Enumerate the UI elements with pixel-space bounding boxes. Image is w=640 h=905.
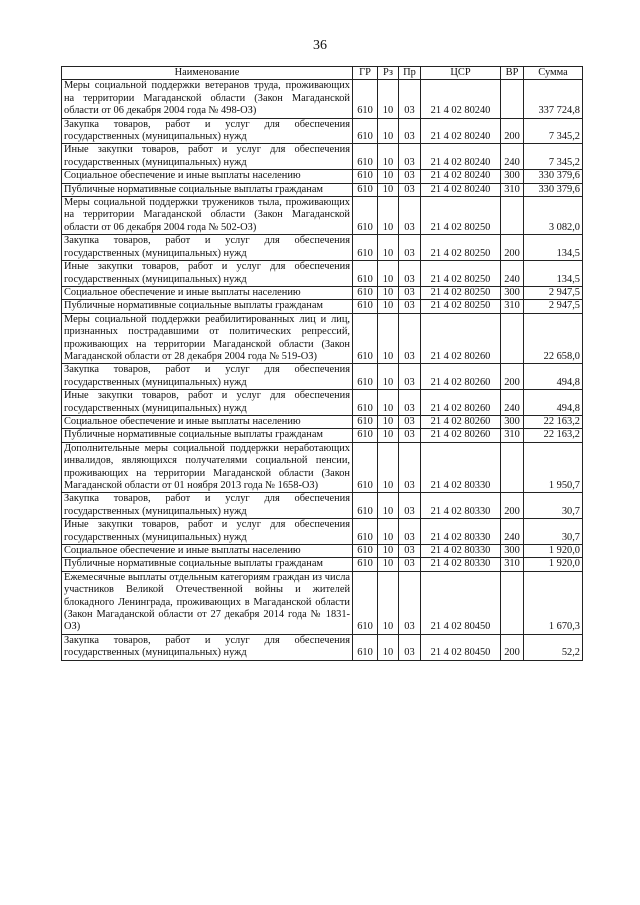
cell-gr: 610	[353, 313, 378, 364]
cell-csr: 21 4 02 80250	[421, 300, 501, 313]
cell-name: Иные закупки товаров, работ и услуг для обеспечения государственных (муниципальных) нужд	[62, 390, 353, 416]
cell-pr: 03	[399, 429, 421, 442]
cell-name: Закупка товаров, работ и услуг для обеспечения государственных (муниципальных) нужд	[62, 235, 353, 261]
cell-rz: 10	[378, 313, 399, 364]
cell-rz: 10	[378, 415, 399, 428]
cell-pr: 03	[399, 364, 421, 390]
cell-vr: 240	[501, 261, 524, 287]
table-row	[62, 519, 583, 545]
cell-csr: 21 4 02 80250	[421, 286, 501, 299]
cell-sum: 330 379,6	[524, 183, 583, 196]
table-row	[62, 197, 583, 235]
cell-csr: 21 4 02 80250	[421, 235, 501, 261]
cell-vr: 200	[501, 118, 524, 144]
cell-pr: 03	[399, 545, 421, 558]
cell-name: Иные закупки товаров, работ и услуг для обеспечения государственных (муниципальных) нужд	[62, 519, 353, 545]
cell-rz: 10	[378, 183, 399, 196]
cell-name: Закупка товаров, работ и услуг для обеспечения государственных (муниципальных) нужд	[62, 493, 353, 519]
cell-sum: 494,8	[524, 390, 583, 416]
cell-pr: 03	[399, 558, 421, 571]
table-row	[62, 493, 583, 519]
cell-rz: 10	[378, 261, 399, 287]
cell-name: Закупка товаров, работ и услуг для обеспечения государственных (муниципальных) нужд	[62, 364, 353, 390]
table-row	[62, 415, 583, 428]
cell-vr: 200	[501, 364, 524, 390]
cell-name: Иные закупки товаров, работ и услуг для обеспечения государственных (муниципальных) нужд	[62, 144, 353, 170]
cell-rz: 10	[378, 390, 399, 416]
cell-gr: 610	[353, 261, 378, 287]
cell-csr: 21 4 02 80260	[421, 390, 501, 416]
header-gr: ГР	[353, 67, 378, 80]
cell-sum: 30,7	[524, 493, 583, 519]
cell-gr: 610	[353, 286, 378, 299]
cell-rz: 10	[378, 170, 399, 183]
header-vr: ВР	[501, 67, 524, 80]
header-csr: ЦСР	[421, 67, 501, 80]
cell-rz: 10	[378, 634, 399, 660]
cell-sum: 3 082,0	[524, 197, 583, 235]
table-row	[62, 571, 583, 634]
cell-sum: 30,7	[524, 519, 583, 545]
cell-pr: 03	[399, 313, 421, 364]
cell-pr: 03	[399, 80, 421, 118]
table-row	[62, 235, 583, 261]
cell-csr: 21 4 02 80240	[421, 144, 501, 170]
table-row	[62, 313, 583, 364]
cell-gr: 610	[353, 364, 378, 390]
cell-vr: 200	[501, 235, 524, 261]
cell-pr: 03	[399, 261, 421, 287]
cell-rz: 10	[378, 545, 399, 558]
cell-sum: 134,5	[524, 235, 583, 261]
cell-vr	[501, 80, 524, 118]
table-row	[62, 183, 583, 196]
cell-gr: 610	[353, 545, 378, 558]
cell-pr: 03	[399, 415, 421, 428]
cell-csr: 21 4 02 80260	[421, 429, 501, 442]
cell-vr	[501, 313, 524, 364]
cell-name: Публичные нормативные социальные выплаты гражданам	[62, 183, 353, 196]
cell-pr: 03	[399, 300, 421, 313]
cell-gr: 610	[353, 300, 378, 313]
cell-name: Публичные нормативные социальные выплаты гражданам	[62, 300, 353, 313]
cell-csr: 21 4 02 80240	[421, 80, 501, 118]
cell-vr: 300	[501, 286, 524, 299]
cell-rz: 10	[378, 442, 399, 493]
cell-vr: 310	[501, 183, 524, 196]
table-row	[62, 261, 583, 287]
cell-vr: 200	[501, 634, 524, 660]
header-name: Наименование	[62, 67, 353, 80]
cell-sum: 22 658,0	[524, 313, 583, 364]
cell-vr	[501, 442, 524, 493]
table-row	[62, 300, 583, 313]
cell-vr: 310	[501, 300, 524, 313]
table-row	[62, 118, 583, 144]
table-row	[62, 364, 583, 390]
cell-sum: 134,5	[524, 261, 583, 287]
cell-sum: 2 947,5	[524, 300, 583, 313]
cell-name: Иные закупки товаров, работ и услуг для обеспечения государственных (муниципальных) нужд	[62, 261, 353, 287]
cell-name: Закупка товаров, работ и услуг для обеспечения государственных (муниципальных) нужд	[62, 634, 353, 660]
cell-csr: 21 4 02 80330	[421, 558, 501, 571]
header-rz: Рз	[378, 67, 399, 80]
cell-sum: 1 950,7	[524, 442, 583, 493]
cell-csr: 21 4 02 80260	[421, 364, 501, 390]
cell-name: Ежемесячные выплаты отдельным категориям граждан из числа участников Великой Отечественной войны и жителей блокадного Ленинграда, проживающих в Магаданской области (Закон Магаданской области от 27 декабря 2014 года № 1831-ОЗ)	[62, 571, 353, 634]
table-row	[62, 429, 583, 442]
cell-pr: 03	[399, 197, 421, 235]
cell-pr: 03	[399, 183, 421, 196]
cell-gr: 610	[353, 442, 378, 493]
cell-rz: 10	[378, 519, 399, 545]
cell-gr: 610	[353, 118, 378, 144]
cell-rz: 10	[378, 300, 399, 313]
cell-gr: 610	[353, 429, 378, 442]
page-number: 36	[313, 38, 327, 53]
cell-csr: 21 4 02 80330	[421, 442, 501, 493]
cell-gr: 610	[353, 197, 378, 235]
cell-rz: 10	[378, 493, 399, 519]
cell-vr	[501, 571, 524, 634]
cell-csr: 21 4 02 80240	[421, 170, 501, 183]
cell-csr: 21 4 02 80260	[421, 313, 501, 364]
table-header-row	[62, 67, 583, 80]
cell-rz: 10	[378, 571, 399, 634]
cell-pr: 03	[399, 571, 421, 634]
table-row	[62, 170, 583, 183]
cell-sum: 1 670,3	[524, 571, 583, 634]
cell-name: Меры социальной поддержки реабилитированных лиц и лиц, признанных пострадавшими от политических репрессий, проживающих на территории Магаданской области (Закон Магаданской области от 28 декабря 2004 года № 519-ОЗ)	[62, 313, 353, 364]
cell-gr: 610	[353, 235, 378, 261]
table-row	[62, 634, 583, 660]
table-row	[62, 558, 583, 571]
cell-csr: 21 4 02 80250	[421, 197, 501, 235]
table-row	[62, 286, 583, 299]
cell-rz: 10	[378, 197, 399, 235]
cell-sum: 22 163,2	[524, 415, 583, 428]
cell-gr: 610	[353, 634, 378, 660]
cell-name: Меры социальной поддержки ветеранов труда, проживающих на территории Магаданской области (Закон Магаданской области от 06 декабря 2004 года № 498-ОЗ)	[62, 80, 353, 118]
cell-rz: 10	[378, 429, 399, 442]
cell-sum: 337 724,8	[524, 80, 583, 118]
cell-name: Публичные нормативные социальные выплаты гражданам	[62, 429, 353, 442]
table-row	[62, 80, 583, 118]
cell-pr: 03	[399, 442, 421, 493]
cell-vr: 240	[501, 519, 524, 545]
cell-csr: 21 4 02 80240	[421, 118, 501, 144]
table-row	[62, 442, 583, 493]
cell-csr: 21 4 02 80330	[421, 545, 501, 558]
cell-gr: 610	[353, 170, 378, 183]
header-pr: Пр	[399, 67, 421, 80]
cell-sum: 494,8	[524, 364, 583, 390]
cell-csr: 21 4 02 80450	[421, 571, 501, 634]
cell-gr: 610	[353, 144, 378, 170]
cell-name: Социальное обеспечение и иные выплаты населению	[62, 286, 353, 299]
cell-csr: 21 4 02 80250	[421, 261, 501, 287]
cell-csr: 21 4 02 80330	[421, 493, 501, 519]
cell-pr: 03	[399, 286, 421, 299]
table-row	[62, 390, 583, 416]
cell-sum: 52,2	[524, 634, 583, 660]
cell-gr: 610	[353, 183, 378, 196]
cell-gr: 610	[353, 493, 378, 519]
cell-rz: 10	[378, 118, 399, 144]
cell-rz: 10	[378, 80, 399, 118]
table-row	[62, 144, 583, 170]
cell-pr: 03	[399, 634, 421, 660]
cell-pr: 03	[399, 118, 421, 144]
cell-vr: 240	[501, 390, 524, 416]
cell-sum: 1 920,0	[524, 545, 583, 558]
cell-sum: 7 345,2	[524, 118, 583, 144]
cell-rz: 10	[378, 364, 399, 390]
cell-rz: 10	[378, 286, 399, 299]
table-body	[62, 80, 583, 660]
cell-vr	[501, 197, 524, 235]
cell-name: Социальное обеспечение и иные выплаты населению	[62, 170, 353, 183]
table-row	[62, 545, 583, 558]
cell-name: Публичные нормативные социальные выплаты гражданам	[62, 558, 353, 571]
cell-csr: 21 4 02 80450	[421, 634, 501, 660]
cell-vr: 310	[501, 558, 524, 571]
cell-pr: 03	[399, 170, 421, 183]
cell-name: Дополнительные меры социальной поддержки неработающих инвалидов, являющихся получателями социальной пенсии, проживающих на территории Магаданской области (Закон Магаданской области от 01 ноября 2013 года № 1658-ОЗ)	[62, 442, 353, 493]
cell-vr: 300	[501, 415, 524, 428]
budget-table	[61, 66, 583, 661]
cell-sum: 330 379,6	[524, 170, 583, 183]
cell-rz: 10	[378, 235, 399, 261]
cell-csr: 21 4 02 80260	[421, 415, 501, 428]
cell-rz: 10	[378, 144, 399, 170]
cell-csr: 21 4 02 80330	[421, 519, 501, 545]
cell-gr: 610	[353, 558, 378, 571]
cell-pr: 03	[399, 493, 421, 519]
cell-sum: 2 947,5	[524, 286, 583, 299]
cell-vr: 310	[501, 429, 524, 442]
cell-name: Социальное обеспечение и иные выплаты населению	[62, 545, 353, 558]
cell-pr: 03	[399, 235, 421, 261]
cell-vr: 240	[501, 144, 524, 170]
cell-name: Закупка товаров, работ и услуг для обеспечения государственных (муниципальных) нужд	[62, 118, 353, 144]
cell-gr: 610	[353, 390, 378, 416]
cell-vr: 300	[501, 545, 524, 558]
cell-gr: 610	[353, 415, 378, 428]
cell-pr: 03	[399, 519, 421, 545]
cell-sum: 1 920,0	[524, 558, 583, 571]
header-sum: Сумма	[524, 67, 583, 80]
cell-pr: 03	[399, 144, 421, 170]
cell-csr: 21 4 02 80240	[421, 183, 501, 196]
cell-rz: 10	[378, 558, 399, 571]
cell-name: Социальное обеспечение и иные выплаты населению	[62, 415, 353, 428]
cell-gr: 610	[353, 571, 378, 634]
cell-vr: 300	[501, 170, 524, 183]
cell-name: Меры социальной поддержки тружеников тыла, проживающих на территории Магаданской области (Закон Магаданской области от 06 декабря 2004 года № 502-ОЗ)	[62, 197, 353, 235]
cell-pr: 03	[399, 390, 421, 416]
cell-vr: 200	[501, 493, 524, 519]
cell-sum: 22 163,2	[524, 429, 583, 442]
cell-sum: 7 345,2	[524, 144, 583, 170]
cell-gr: 610	[353, 80, 378, 118]
cell-gr: 610	[353, 519, 378, 545]
